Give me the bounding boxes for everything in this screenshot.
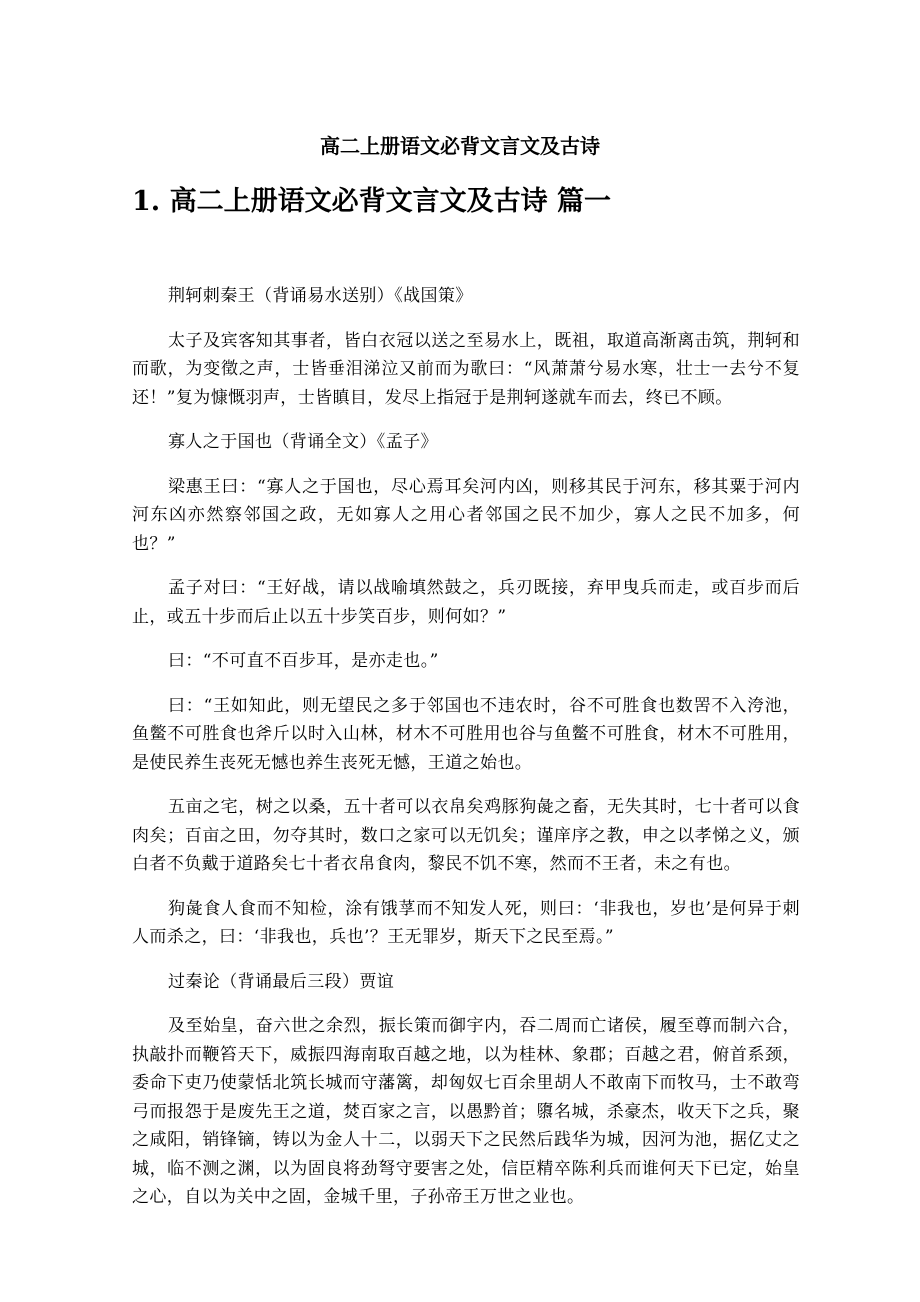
document-title: 高二上册语文必背文言文及古诗	[320, 134, 600, 158]
paragraph-gou-zhi: 狗彘食人食而不知检，涂有饿莩而不知发人死，则曰：‘非我也，岁也’是何异于刺人而杀之，曰：‘非我也，兵也’？王无罪岁，斯天下之民至焉。”	[132, 898, 800, 947]
paragraph-bu-ke: 曰：“不可直不百步耳，是亦走也。”	[168, 651, 439, 671]
paragraph-shi-huang: 及至始皇，奋六世之余烈，振长策而御宇内，吞二周而亡诸侯，履至尊而制六合，执敲扑而鞭笞天下，威振四海南取百越之地，以为桂林、象郡；百越之君，俯首系颈，委命下吏乃使蒙恬北筑长城而守藩篱，却匈奴七百余里胡人不敢南下而牧马，士不敢弯弓而报怨于是废先王之道，焚百家之言，以愚黔首；隳名城，杀豪杰，收天下之兵，聚之咸阳，销锋镝，铸以为金人十二，以弱天下之民然后践华为城，因河为池，据亿丈之城，临不测之渊，以为固良将劲弩守要害之处，信臣精卒陈利兵而谁何天下已定，始皇之心，自以为关中之固，金城千里，子孙帝王万世之业也。	[132, 1016, 800, 1207]
document-body	[132, 282, 800, 1228]
text-title-jingke: 荆轲刺秦王（背诵易水送别）《战国策》	[168, 286, 473, 306]
paragraph-wu-mu-zhi-zhai: 五亩之宅，树之以桑，五十者可以衣帛矣鸡豚狗彘之畜，无失其时，七十者可以食肉矣；百亩之田，勿夺其时，数口之家可以无饥矣；谨庠序之教，申之以孝悌之义，颁白者不负戴于道路矣七十者衣帛食肉，黎民不饥不寒，然而不王者，未之有也。	[132, 797, 800, 874]
section-heading: 1. 高二上册语文必背文言文及古诗 篇一	[132, 186, 611, 217]
paragraph-liang-hui-wang: 梁惠王曰：“寡人之于国也，尽心焉耳矣河内凶，则移其民于河东，移其粟于河内河东凶亦然察邻国之政，无如寡人之用心者邻国之民不加少，寡人之民不加多，何也？”	[132, 476, 800, 554]
text-title-guo-qin-lun: 过秦论（背诵最后三段）贾谊	[168, 971, 395, 992]
paragraph-mengzi-reply: 孟子对曰：“王好战，请以战喻填然鼓之，兵刃既接，弃甲曳兵而走，或百步而后止，或五十步而后止以五十步笑百步，则何如？”	[132, 578, 800, 627]
text-title-guaren: 寡人之于国也（背诵全文）《孟子》	[168, 432, 438, 452]
paragraph-jingke: 太子及宾客知其事者，皆白衣冠以送之至易水上，既祖，取道高渐离击筑，荆轲和而歌，为变徵之声，士皆垂泪涕泣又前而为歌曰：“风萧萧兮易水寒，壮士一去兮不复还！”复为慷慨羽声，士皆瞋目，发尽上指冠于是荆轲遂就车而去，终已不顾。	[132, 330, 800, 408]
paragraph-wang-ru-zhi-ci: 曰：“王如知此，则无望民之多于邻国也不违农时，谷不可胜食也数罟不入洿池，鱼鳖不可胜食也斧斤以时入山林，材木不可胜用也谷与鱼鳖不可胜食，材木不可胜用，是使民养生丧死无憾也养生丧死无憾，王道之始也。	[132, 695, 800, 773]
